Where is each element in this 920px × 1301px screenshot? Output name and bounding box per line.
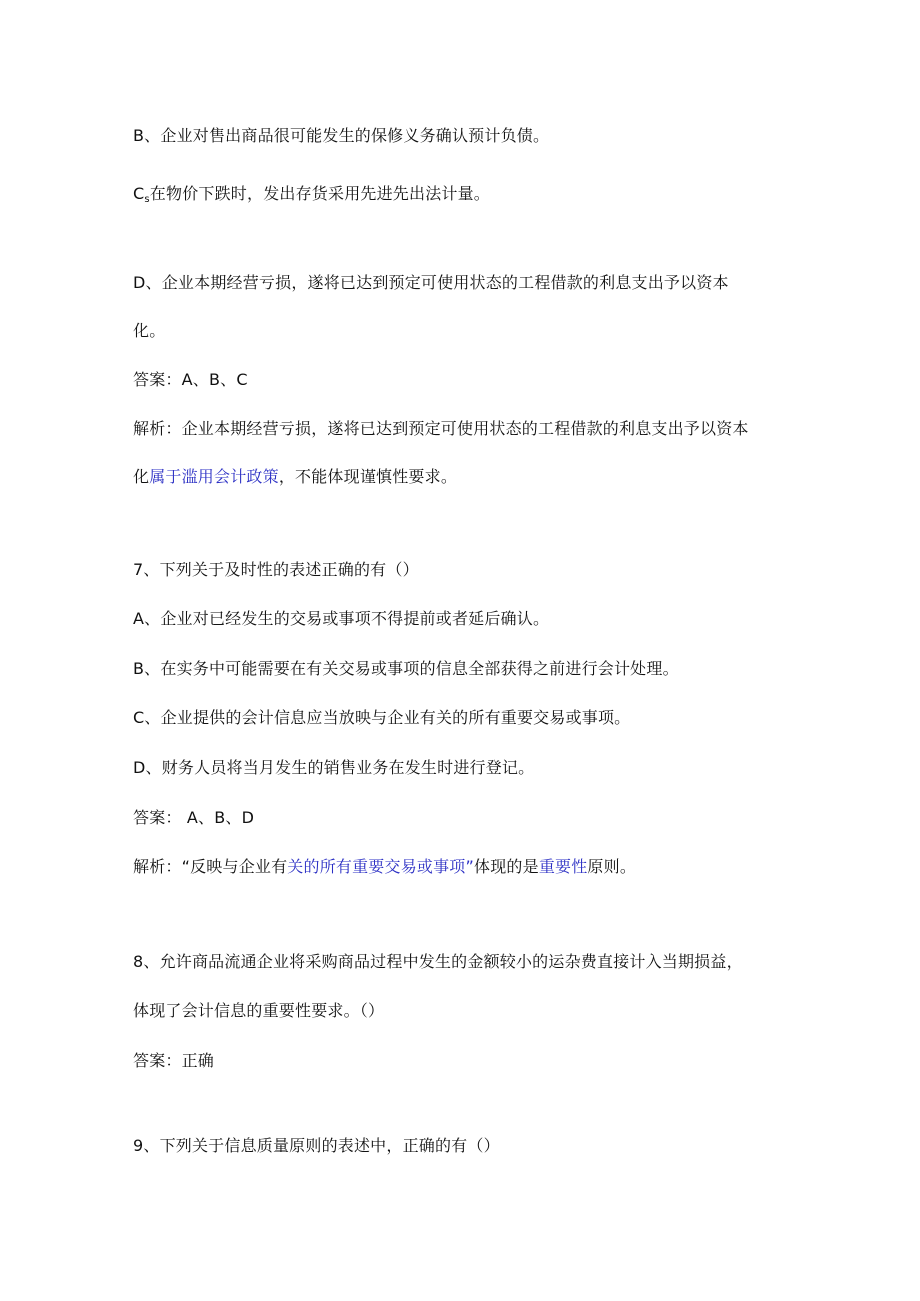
- q7-option-c: C、企业提供的会计信息应当放映与企业有关的所有重要交易或事项。: [133, 708, 631, 727]
- q8-question-line2: 体现了会计信息的重要性要求。（）: [133, 1001, 385, 1020]
- q7-analysis-prefix: 解析：“反映与企业有: [133, 857, 288, 876]
- q7-analysis: [133, 855, 636, 879]
- q8-question-line1: 8、允许商品流通企业将采购商品过程中发生的金额较小的运杂费直接计入当期损益，: [133, 952, 743, 971]
- q6-analysis-line1: 解析：企业本期经营亏损，遂将已达到预定可使用状态的工程借款的利息支出予以资本: [133, 419, 749, 438]
- q7-analysis-suffix: 原则。: [587, 857, 637, 876]
- q7-option-a: A、企业对已经发生的交易或事项不得提前或者延后确认。: [133, 609, 550, 628]
- q7-option-d: D、财务人员将当月发生的销售业务在发生时进行登记。: [133, 758, 535, 777]
- q6-option-c-sub: s: [144, 194, 150, 205]
- q6-option-c-text: 在物价下跌时，发出存货采用先进先出法计量。: [149, 184, 490, 203]
- q7-option-b: B、在实务中可能需要在有关交易或事项的信息全部获得之前进行会计处理。: [133, 659, 679, 678]
- q6-analysis-prefix: 化: [133, 467, 150, 486]
- q7-analysis-highlight-1: 关的所有重要交易或事项”: [287, 857, 474, 876]
- q7-question: 7、下列关于及时性的表述正确的有（）: [133, 560, 419, 579]
- q8-answer: 答案：正确: [133, 1051, 215, 1070]
- q6-analysis-highlight: 属于滥用会计政策: [149, 467, 279, 486]
- q7-analysis-middle: 体现的是: [474, 857, 539, 876]
- q9-question: 9、下列关于信息质量原则的表述中，正确的有（）: [133, 1136, 500, 1155]
- q6-option-c: [133, 182, 490, 212]
- q6-answer: 答案：A、B、C: [133, 370, 248, 389]
- q7-analysis-highlight-2: 重要性: [538, 857, 588, 876]
- q6-analysis-suffix: ，不能体现谨慎性要求。: [278, 467, 458, 486]
- q6-option-b: B、企业对售出商品很可能发生的保修义务确认预计负债。: [133, 126, 550, 145]
- q6-analysis-line2: [133, 465, 457, 489]
- q6-option-c-letter: C: [133, 184, 145, 203]
- q6-option-d-line1: D、企业本期经营亏损，遂将已达到预定可使用状态的工程借款的利息支出予以资本: [133, 273, 729, 292]
- q6-option-d-line2: 化。: [133, 321, 166, 340]
- q7-answer: 答案： A、B、D: [133, 808, 255, 827]
